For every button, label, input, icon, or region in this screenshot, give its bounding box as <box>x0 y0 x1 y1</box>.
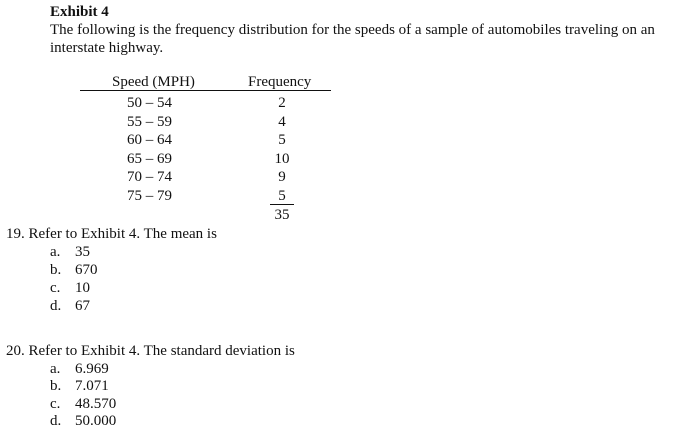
total-rule <box>270 204 294 205</box>
table-row-speed: 70 – 74 <box>127 169 172 185</box>
option-text: 670 <box>75 262 98 278</box>
exhibit-title: Exhibit 4 <box>50 4 109 20</box>
table-row-frequency: 2 <box>278 95 286 111</box>
option-text: 50.000 <box>75 413 117 429</box>
question-stem: 19. Refer to Exhibit 4. The mean is <box>6 226 217 242</box>
option-letter: c. <box>50 396 61 412</box>
option-letter: a. <box>50 244 61 260</box>
option-text: 6.969 <box>75 361 109 377</box>
table-row-frequency: 4 <box>278 114 286 130</box>
option-letter: b. <box>50 378 62 394</box>
frequency-total: 35 <box>274 207 290 223</box>
table-row-speed: 65 – 69 <box>127 151 172 167</box>
option-text: 67 <box>75 298 90 314</box>
option-text: 10 <box>75 280 90 296</box>
option-letter: b. <box>50 262 62 278</box>
option-text: 48.570 <box>75 396 117 412</box>
header-rule <box>80 90 331 91</box>
option-text: 35 <box>75 244 90 260</box>
table-row-speed: 75 – 79 <box>127 188 172 204</box>
option-letter: d. <box>50 413 62 429</box>
table-row-frequency: 9 <box>278 169 286 185</box>
option-text: 7.071 <box>75 378 109 394</box>
option-letter: c. <box>50 280 61 296</box>
table-row-frequency: 10 <box>274 151 290 167</box>
table-row-frequency: 5 <box>278 188 286 204</box>
exhibit-intro: The following is the frequency distribution for the speeds of a sample of automobiles traveling on an interstate highway. <box>50 22 655 56</box>
table-row-speed: 50 – 54 <box>127 95 172 111</box>
option-letter: d. <box>50 298 62 314</box>
speed-column-header: Speed (MPH) <box>112 74 195 90</box>
table-row-speed: 60 – 64 <box>127 132 172 148</box>
table-row-frequency: 5 <box>278 132 286 148</box>
option-letter: a. <box>50 361 61 377</box>
frequency-column-header: Frequency <box>248 74 312 90</box>
question-stem: 20. Refer to Exhibit 4. The standard deviation is <box>6 343 295 359</box>
table-row-speed: 55 – 59 <box>127 114 172 130</box>
